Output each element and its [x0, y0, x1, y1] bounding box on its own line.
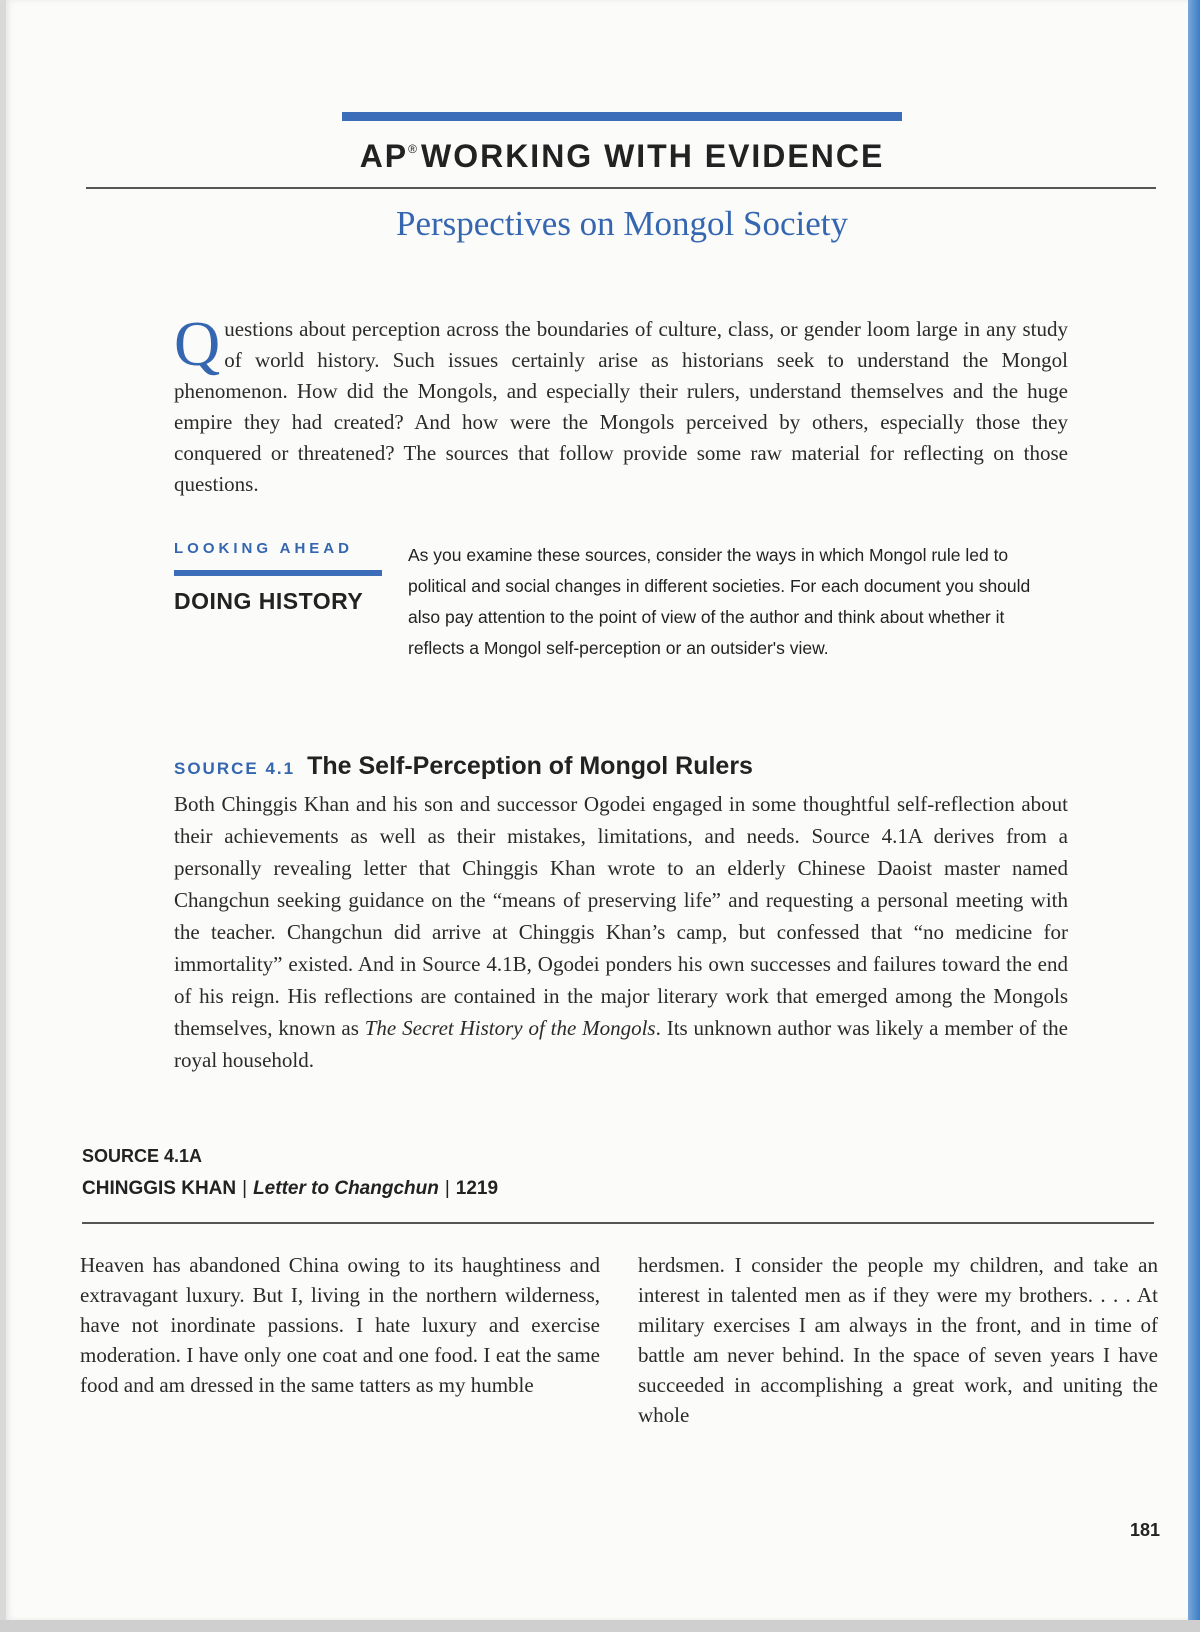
source-desc-end: . Its unknown author was likely a member of the royal household.	[174, 1016, 1068, 1072]
kicker-text: WORKING WITH EVIDENCE	[420, 138, 885, 174]
body-column-left: Heaven has abandoned China owing to its haughtiness and extravagant luxury. But I, living in the northern wilderness, have not inordinate passions. I hate luxury and exercise moderation. I have only one coat and one food. I eat the same food and am dressed in the same tatters as my humble	[80, 1253, 600, 1397]
section-kicker	[6, 138, 1200, 175]
kicker-ap: AP	[359, 138, 409, 174]
body-column-right: herdsmen. I consider the people my children, and take an interest in talented men as if they were my brothers. . . . At military exercises I am always in the front, and in time of battle am never behind. In the space of seven years I have succeeded in accomplishing a great work, and uniting the whole	[638, 1253, 1158, 1427]
intro-text: uestions about perception across the boundaries of culture, class, or gender loom large in any study of world history. Such issues certainly arise as historians seek to understand the Mongol phenomenon. How did the Mongols, and especially their rulers, understand themselves and the huge empire they had created? And how were the Mongols perceived by others, especially those they conquered or threatened? The sources that follow provide some raw material for reflecting on those questions.	[174, 317, 1068, 496]
source-title: The Self-Perception of Mongol Rulers	[307, 752, 753, 780]
drop-cap: Q	[174, 308, 221, 379]
subsource-citation	[82, 1178, 498, 1200]
source-heading	[174, 752, 753, 781]
citation-year: 1219	[455, 1178, 499, 1199]
citation-author: CHINGGIS KHAN	[82, 1178, 237, 1199]
page-number: 181	[1129, 1520, 1160, 1540]
source-desc-part: Both Chinggis Khan and his son and successor Ogodei engaged in some thoughtful self-reflection about their achievements as well as their mistakes, limitations, and needs. Source 4.1A derives from a personally revealing letter that Chinggis Khan wrote to an elderly Chinese Daoist master named Changchun seeking guidance on the “means of preserving life” and requesting a personal meeting with the teacher. Changchun did arrive at Chinggis Khan’s camp, but confessed that “no medicine for immortality” existed. And in Source 4.1B, Ogodei ponders his own successes and failures toward the end of his reign. His reflections are contained in the major literary work that emerged among the Mongols themselves, known as	[174, 792, 1068, 1040]
book-edge-right	[1188, 0, 1200, 1632]
intro-paragraph	[174, 308, 1068, 500]
book-page	[6, 0, 1190, 1620]
source-book-title: The Secret History of the Mongols	[364, 1016, 656, 1040]
citation-work: Letter to Changchun	[253, 1178, 439, 1199]
header-rule	[86, 187, 1156, 189]
book-edge-bottom	[0, 1620, 1200, 1632]
subsource-label: SOURCE 4.1A	[82, 1146, 203, 1166]
source-description	[174, 788, 1068, 1076]
looking-ahead-label: LOOKING AHEAD	[174, 540, 353, 557]
citation-separator: |	[444, 1178, 450, 1199]
registered-mark: ®	[408, 142, 417, 156]
page-title: Perspectives on Mongol Society	[395, 204, 849, 243]
looking-ahead-text: As you examine these sources, consider the ways in which Mongol rule led to political and social changes in different societies. For each document you should also pay attention to the point of view of the author and think about whether it reflects a Mongol self-perception or an outsider's view.	[408, 545, 1031, 658]
citation-separator: |	[242, 1178, 248, 1199]
source-label: SOURCE 4.1	[174, 759, 296, 778]
header-accent-bar	[342, 112, 902, 121]
citation-rule	[82, 1222, 1154, 1224]
looking-ahead-rule	[174, 570, 382, 576]
doing-history-heading: DOING HISTORY	[174, 588, 364, 614]
